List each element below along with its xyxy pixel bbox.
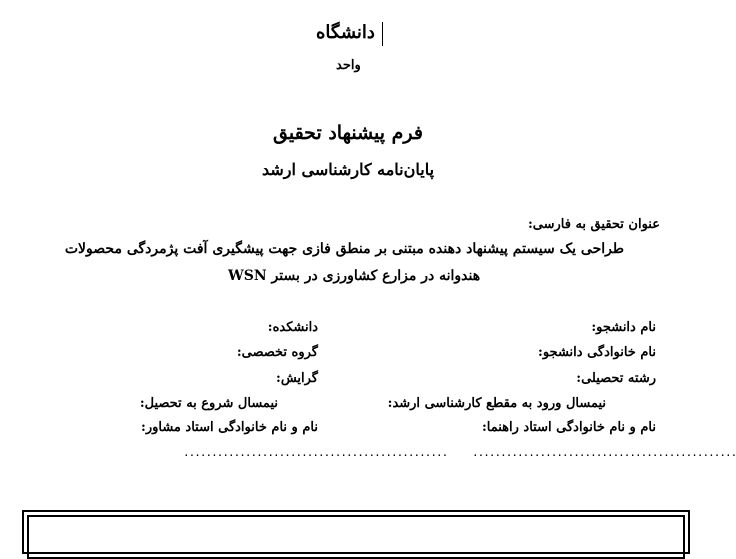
orientation-label: گرایش: (276, 371, 318, 386)
page-border-inner (27, 515, 685, 559)
header-divider (382, 22, 383, 46)
form-subtitle: پایان‌نامه کارشناسی ارشد (261, 160, 435, 179)
university-name: دانشگاه (316, 22, 375, 43)
supervisor-label: نام و نام خانوادگی استاد راهنما: (481, 420, 656, 435)
supervisor-signature-line: ............................................... (472, 446, 736, 459)
advisor-signature-line: ............................................... (183, 446, 448, 459)
student-name-label: نام دانشجو: (591, 320, 656, 335)
research-title-line-2: هندوانه در مزارع کشاورزی در بستر WSN (228, 268, 481, 284)
start-semester-label: نیمسال شروع به تحصیل: (139, 396, 278, 411)
form-title: فرم پیشنهاد تحقیق (272, 122, 423, 144)
faculty-label: دانشکده: (267, 320, 318, 335)
research-title-label: عنوان تحقیق به فارسی: (527, 217, 660, 232)
advisor-label: نام و نام خانوادگی استاد مشاور: (141, 420, 318, 435)
unit-name: واحد (336, 58, 361, 73)
department-label: گروه تخصصی: (236, 345, 318, 360)
entry-semester-label: نیمسال ورود به مقطع کارشناسی ارشد: (387, 396, 606, 411)
field-of-study-label: رشته تحصیلی: (576, 371, 656, 386)
research-title-line-1: طراحی یک سیستم پیشنهاد دهنده مبتنی بر منطق فازی جهت پیشگیری آفت پژمردگی محصولات (64, 241, 624, 257)
student-family-label: نام خانوادگی دانشجو: (538, 345, 656, 360)
